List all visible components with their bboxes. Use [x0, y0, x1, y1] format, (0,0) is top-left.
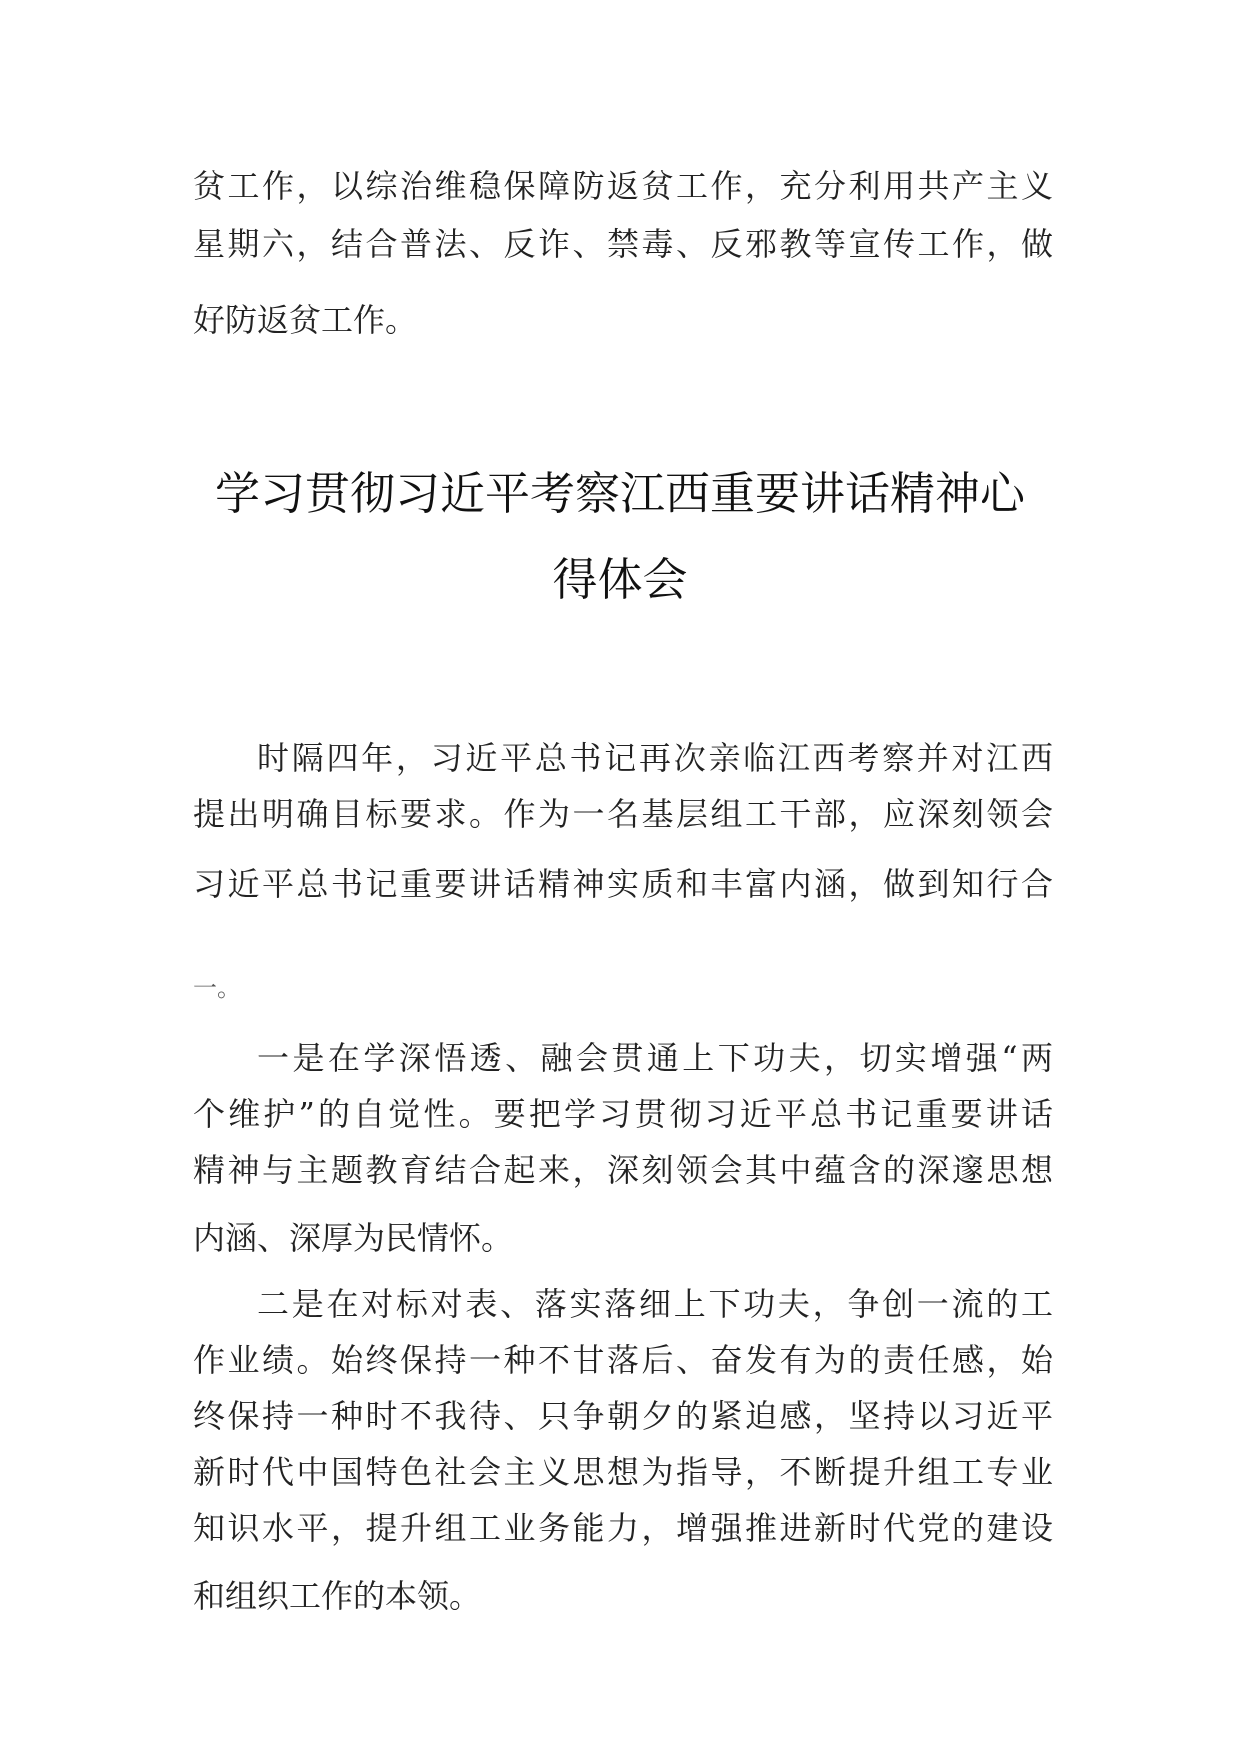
continued-paragraph-line-2: 星期六，结合普法、反诈、禁毒、反邪教等宣传工作，做	[193, 225, 1053, 263]
document-title-line-2: 得体会	[552, 553, 688, 606]
intro-paragraph-line-3: 习近平总书记重要讲话精神实质和丰富内涵，做到知行合	[193, 865, 1053, 903]
point-two-line-5: 知识水平，提升组工业务能力，增强推进新时代党的建设	[193, 1509, 1053, 1547]
document-title-line-1: 学习贯彻习近平考察江西重要讲话精神心	[214, 467, 1025, 520]
intro-paragraph-line-1: 时隔四年，习近平总书记再次亲临江西考察并对江西	[257, 739, 1053, 777]
intro-paragraph-line-2: 提出明确目标要求。作为一名基层组工干部，应深刻领会	[193, 795, 1053, 833]
continued-paragraph-line-1: 贫工作，以综治维稳保障防返贫工作，充分利用共产主义	[193, 167, 1053, 205]
point-one-line-3: 精神与主题教育结合起来，深刻领会其中蕴含的深邃思想	[193, 1151, 1053, 1189]
intro-paragraph-tail: 一。	[193, 974, 241, 1002]
point-two-line-6: 和组织工作的本领。	[193, 1577, 482, 1615]
point-two-line-3: 终保持一种时不我待、只争朝夕的紧迫感，坚持以习近平	[193, 1397, 1053, 1435]
point-two-line-4: 新时代中国特色社会主义思想为指导，不断提升组工专业	[193, 1453, 1053, 1491]
point-two-line-2: 作业绩。始终保持一种不甘落后、奋发有为的责任感，始	[193, 1341, 1053, 1379]
point-one-line-1: 一是在学深悟透、融会贯通上下功夫，切实增强“两	[257, 1039, 1053, 1077]
point-one-line-2: 个维护”的自觉性。要把学习贯彻习近平总书记重要讲话	[193, 1095, 1053, 1133]
point-one-line-4: 内涵、深厚为民情怀。	[193, 1219, 514, 1257]
point-two-line-1: 二是在对标对表、落实落细上下功夫，争创一流的工	[257, 1285, 1053, 1323]
continued-paragraph-line-3: 好防返贫工作。	[193, 301, 418, 339]
